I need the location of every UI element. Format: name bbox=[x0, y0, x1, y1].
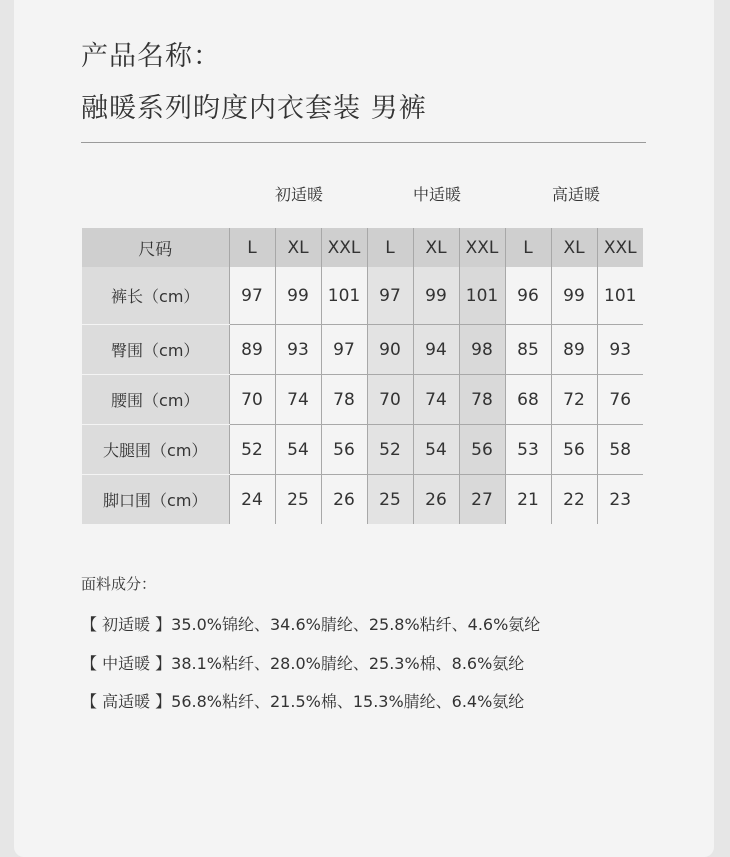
table-cell: 26 bbox=[321, 475, 367, 525]
table-cell: 56 bbox=[551, 425, 597, 475]
table-row bbox=[82, 425, 643, 475]
group-header-2: 中适暖 bbox=[412, 185, 461, 204]
size-header: XL bbox=[413, 228, 459, 267]
corner-header: 尺码 bbox=[82, 228, 229, 267]
size-header: XXL bbox=[597, 228, 643, 267]
table-row bbox=[82, 475, 643, 525]
size-header: XL bbox=[551, 228, 597, 267]
row-label: 臀围（cm） bbox=[82, 325, 229, 375]
fabric-line: 【 中适暖 】38.1%粘纤、28.0%腈纶、25.3%棉、8.6%氨纶 bbox=[81, 654, 525, 673]
table-cell: 21 bbox=[505, 475, 551, 525]
table-cell: 23 bbox=[597, 475, 643, 525]
table-cell: 26 bbox=[413, 475, 459, 525]
fabric-line: 【 高适暖 】56.8%粘纤、21.5%棉、15.3%腈纶、6.4%氨纶 bbox=[81, 692, 525, 711]
table-cell: 97 bbox=[229, 267, 275, 325]
table-cell: 56 bbox=[321, 425, 367, 475]
size-header: XL bbox=[275, 228, 321, 267]
table-cell: 96 bbox=[505, 267, 551, 325]
table-cell: 93 bbox=[275, 325, 321, 375]
table-cell: 52 bbox=[367, 425, 413, 475]
table-cell: 27 bbox=[459, 475, 505, 525]
table-header-row bbox=[82, 228, 643, 267]
group-header-3: 高适暖 bbox=[551, 185, 600, 204]
table-cell: 98 bbox=[459, 325, 505, 375]
size-header: XXL bbox=[321, 228, 367, 267]
table-cell: 70 bbox=[229, 375, 275, 425]
table-cell: 101 bbox=[321, 267, 367, 325]
table-cell: 74 bbox=[275, 375, 321, 425]
table-row bbox=[82, 267, 643, 325]
table-cell: 101 bbox=[459, 267, 505, 325]
table-cell: 99 bbox=[413, 267, 459, 325]
group-header-1: 初适暖 bbox=[274, 185, 323, 204]
table-cell: 89 bbox=[551, 325, 597, 375]
size-header: L bbox=[229, 228, 275, 267]
table-cell: 97 bbox=[367, 267, 413, 325]
table-cell: 25 bbox=[367, 475, 413, 525]
table-cell: 76 bbox=[597, 375, 643, 425]
product-name: 融暖系列昀度内衣套装 男裤 bbox=[81, 93, 427, 124]
table-cell: 53 bbox=[505, 425, 551, 475]
table-cell: 70 bbox=[367, 375, 413, 425]
table-cell: 89 bbox=[229, 325, 275, 375]
size-table bbox=[82, 228, 643, 524]
table-cell: 54 bbox=[275, 425, 321, 475]
table-cell: 74 bbox=[413, 375, 459, 425]
table-cell: 56 bbox=[459, 425, 505, 475]
row-label: 脚口围（cm） bbox=[82, 475, 229, 525]
table-cell: 24 bbox=[229, 475, 275, 525]
table-cell: 99 bbox=[551, 267, 597, 325]
fabric-heading: 面料成分： bbox=[81, 575, 157, 593]
table-cell: 25 bbox=[275, 475, 321, 525]
size-header: L bbox=[505, 228, 551, 267]
divider bbox=[81, 142, 646, 143]
size-header: XXL bbox=[459, 228, 505, 267]
table-cell: 94 bbox=[413, 325, 459, 375]
row-label: 腰围（cm） bbox=[82, 375, 229, 425]
table-cell: 97 bbox=[321, 325, 367, 375]
table-cell: 68 bbox=[505, 375, 551, 425]
fabric-line: 【 初适暖 】35.0%锦纶、34.6%腈纶、25.8%粘纤、4.6%氨纶 bbox=[81, 615, 541, 634]
table-cell: 99 bbox=[275, 267, 321, 325]
row-label: 大腿围（cm） bbox=[82, 425, 229, 475]
table-cell: 72 bbox=[551, 375, 597, 425]
table-cell: 58 bbox=[597, 425, 643, 475]
table-cell: 85 bbox=[505, 325, 551, 375]
table-cell: 90 bbox=[367, 325, 413, 375]
table-cell: 78 bbox=[459, 375, 505, 425]
table-cell: 22 bbox=[551, 475, 597, 525]
table-cell: 52 bbox=[229, 425, 275, 475]
product-name-label: 产品名称： bbox=[81, 41, 221, 72]
table-cell: 101 bbox=[597, 267, 643, 325]
row-label: 裤长（cm） bbox=[82, 267, 229, 325]
table-cell: 54 bbox=[413, 425, 459, 475]
table-row bbox=[82, 325, 643, 375]
table-row bbox=[82, 375, 643, 425]
table-cell: 93 bbox=[597, 325, 643, 375]
table-cell: 78 bbox=[321, 375, 367, 425]
size-header: L bbox=[367, 228, 413, 267]
